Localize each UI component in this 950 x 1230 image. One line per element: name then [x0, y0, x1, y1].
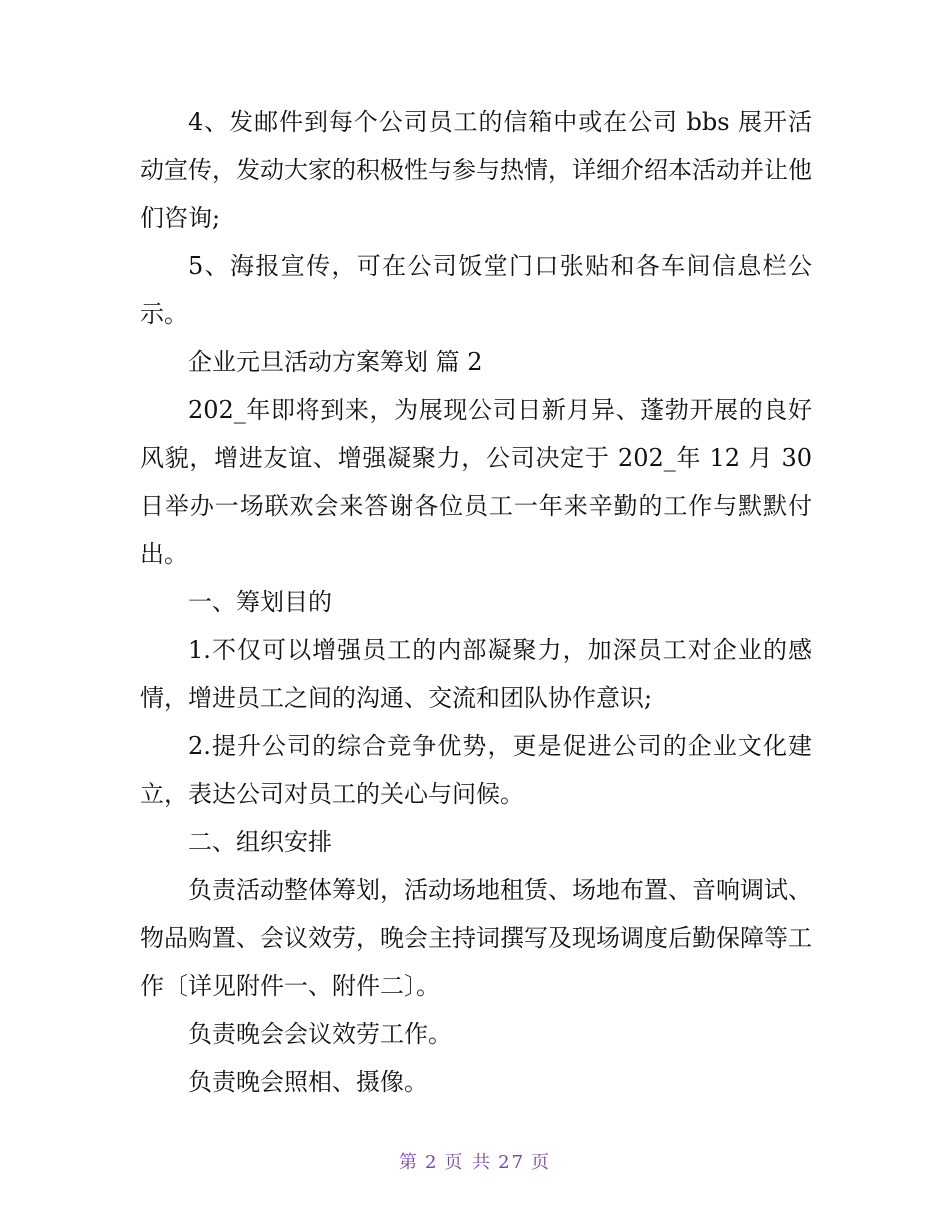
current-page-number: 2 [424, 1152, 439, 1173]
paragraph-org-service: 负责晚会会议效劳工作。 [188, 1020, 452, 1048]
footer-suffix: 页 [531, 1152, 552, 1173]
heading-organization: 二、组织安排 [188, 828, 332, 856]
heading-purpose: 一、筹划目的 [188, 588, 332, 616]
total-page-count: 27 [498, 1152, 526, 1173]
section-title: 企业元旦活动方案筹划 篇 2 [188, 348, 483, 376]
document-body [140, 98, 812, 1106]
paragraph-intro: 202_年即将到来，为展现公司日新月异、蓬勃开展的良好风貌，增进友谊、增强凝聚力，公司决定于 202_年 12 月 30 日举办一场联欢会来答谢各位员工一年来辛勤的工作与默默付出。 [140, 396, 812, 568]
page-number-footer [0, 1148, 950, 1174]
paragraph-org-photo: 负责晚会照相、摄像。 [188, 1068, 428, 1096]
paragraph-promo-email: 4、发邮件到每个公司员工的信箱中或在公司 bbs 展开活动宣传，发动大家的积极性与参与热情，详细介绍本活动并让他们咨询; [140, 108, 812, 232]
footer-middle: 页 共 [444, 1152, 493, 1173]
paragraph-purpose-2: 2.提升公司的综合竞争优势，更是促进公司的企业文化建立，表达公司对员工的关心与问候。 [140, 732, 812, 808]
paragraph-promo-poster: 5、海报宣传，可在公司饭堂门口张贴和各车间信息栏公示。 [140, 252, 812, 328]
paragraph-purpose-1: 1.不仅可以增强员工的内部凝聚力，加深员工对企业的感情，增进员工之间的沟通、交流和团队协作意识; [140, 636, 812, 712]
footer-prefix: 第 [398, 1152, 419, 1173]
paragraph-org-planning: 负责活动整体筹划，活动场地租赁、场地布置、音响调试、物品购置、会议效劳，晚会主持词撰写及现场调度后勤保障等工作〔详见附件一、附件二〕。 [140, 876, 812, 1000]
